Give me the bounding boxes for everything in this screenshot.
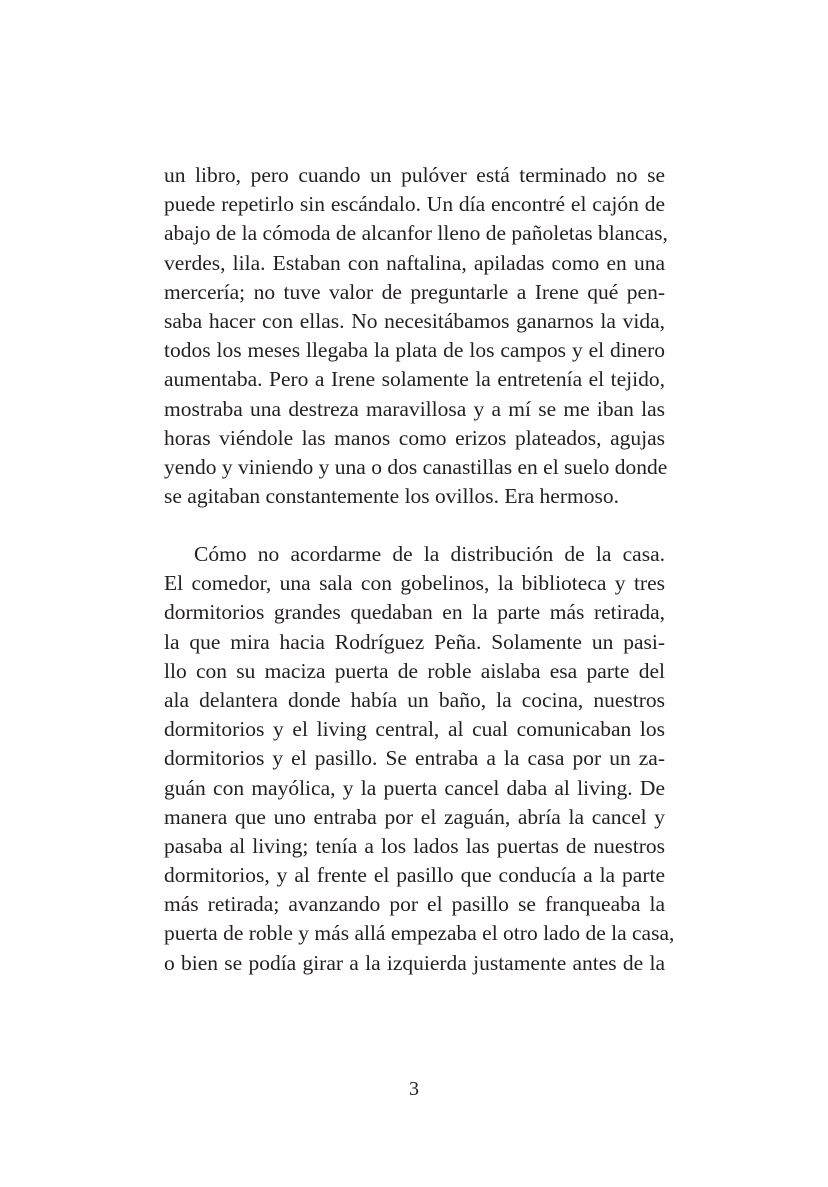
text-line: yendo y viniendo y una o dos canastillas en el suelo donde [164, 454, 668, 479]
text-line: llo con su maciza puerta de roble aislaba esa parte del [164, 658, 665, 683]
text-line: guán con mayólica, y la puerta cancel daba al living. De [164, 775, 665, 800]
text-line: puerta de roble y más allá empezaba el otro lado de la casa, [164, 921, 675, 946]
text-line: verdes, lila. Estaban con naftalina, apiladas como en una [164, 250, 665, 275]
text-line: Cómo no acordarme de la distribución de la casa. [194, 542, 665, 566]
text-line: todos los meses llegaba la plata de los campos y el dinero [164, 338, 665, 363]
page-number: 3 [409, 1078, 419, 1100]
text-line: El comedor, una sala con gobelinos, la biblioteca y tres [164, 571, 665, 596]
text-line: manera que uno entraba por el zaguán, abría la cancel y [164, 804, 665, 829]
paragraph-1 [164, 161, 668, 511]
text-line: dormitorios y el living central, al cual comunicaban los [164, 717, 665, 742]
text-line: horas viéndole las manos como erizos plateados, agujas [164, 425, 665, 450]
text-line: aumentaba. Pero a Irene solamente la entretenía el tejido, [164, 367, 665, 392]
text-line: ala delantera donde había un baño, la cocina, nuestros [164, 687, 665, 712]
text-line: saba hacer con ellas. No necesitábamos ganarnos la vida, [164, 308, 665, 333]
text-line: mercería; no tuve valor de preguntarle a Irene qué pen- [164, 279, 665, 304]
text-line: abajo de la cómoda de alcanfor lleno de pañoletas blancas, [164, 221, 668, 246]
text-line: mostraba una destreza maravillosa y a mí se me iban las [164, 396, 665, 421]
text-line: puede repetirlo sin escándalo. Un día encontré el cajón de [164, 192, 665, 217]
text-line: dormitorios y el pasillo. Se entraba a la casa por un za- [164, 746, 665, 771]
text-line: dormitorios grandes quedaban en la parte más retirada, [164, 600, 665, 625]
text-line: la que mira hacia Rodríguez Peña. Solamente un pasi- [164, 629, 665, 654]
text-line: pasaba al living; tenía a los lados las puertas de nuestros [164, 833, 665, 858]
paragraph-2 [164, 540, 675, 978]
text-line: se agitaban constantemente los ovillos. Era hermoso. [164, 484, 619, 509]
text-line: más retirada; avanzando por el pasillo se franqueaba la [164, 892, 665, 917]
text-line: dormitorios, y al frente el pasillo que conducía a la parte [164, 863, 665, 888]
text-line: un libro, pero cuando un pulóver está terminado no se [164, 163, 665, 187]
text-line: o bien se podía girar a la izquierda justamente antes de la [164, 950, 665, 975]
